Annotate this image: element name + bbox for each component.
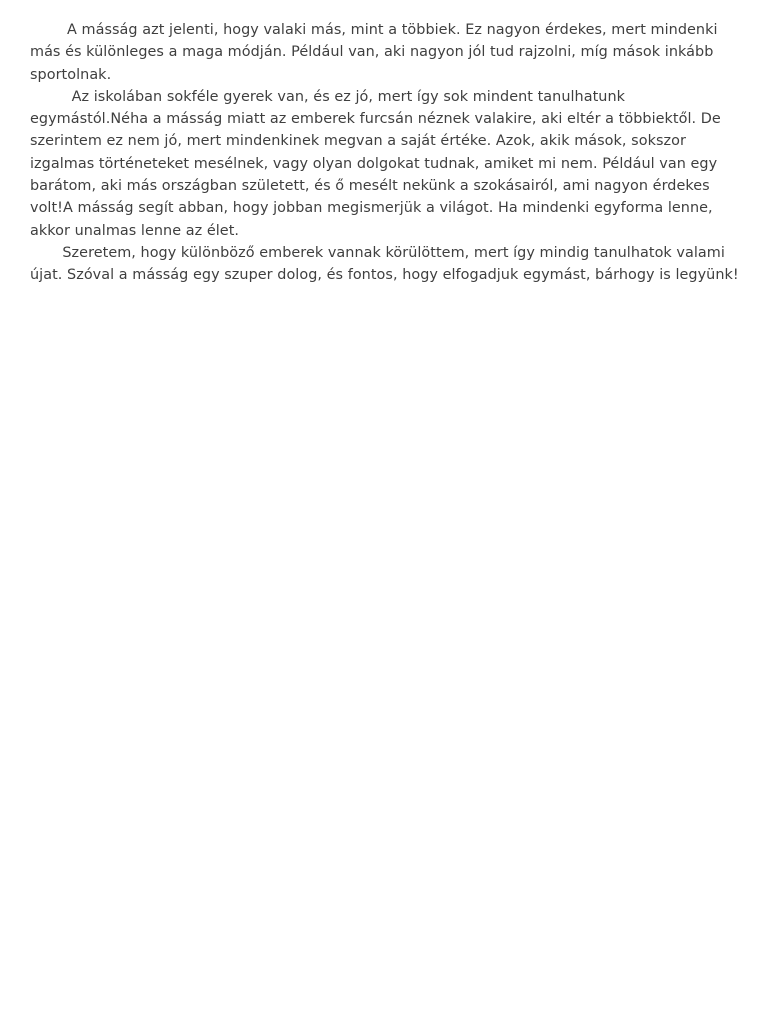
paragraph-3: Szeretem, hogy különböző emberek vannak körülöttem, mert így mindig tanulhatok valami újat. Szóval a másság egy szuper dolog, és fontos, hogy elfogadjuk egymást, bárhogy is legyünk! (30, 244, 739, 284)
document-body (30, 19, 742, 287)
paragraph-1: A másság azt jelenti, hogy valaki más, mint a többiek. Ez nagyon érdekes, mert mindenki más és különleges a maga módján. Például van, aki nagyon jól tud rajzolni, míg mások inkább sportolnak. (30, 22, 723, 83)
paragraph-2: Az iskolában sokféle gyerek van, és ez jó, mert így sok mindent tanulhatunk egymástól.Néha a másság miatt az emberek furcsán néznek valakire, aki eltér a többiektől. De szerintem ez nem jó, mert mindenkinek megvan a saját értéke. Azok, akik mások, sokszor izgalmas történeteket mesélnek, vagy olyan dolgokat tudnak, amiket mi nem. Például van egy barátom, aki más országban született, és ő mesélt nekünk a szokásairól, ami nagyon érdekes volt!A másság segít abban, hogy jobban megismerjük a világot. Ha mindenki egyforma lenne, akkor unalmas lenne az élet. (30, 88, 726, 239)
